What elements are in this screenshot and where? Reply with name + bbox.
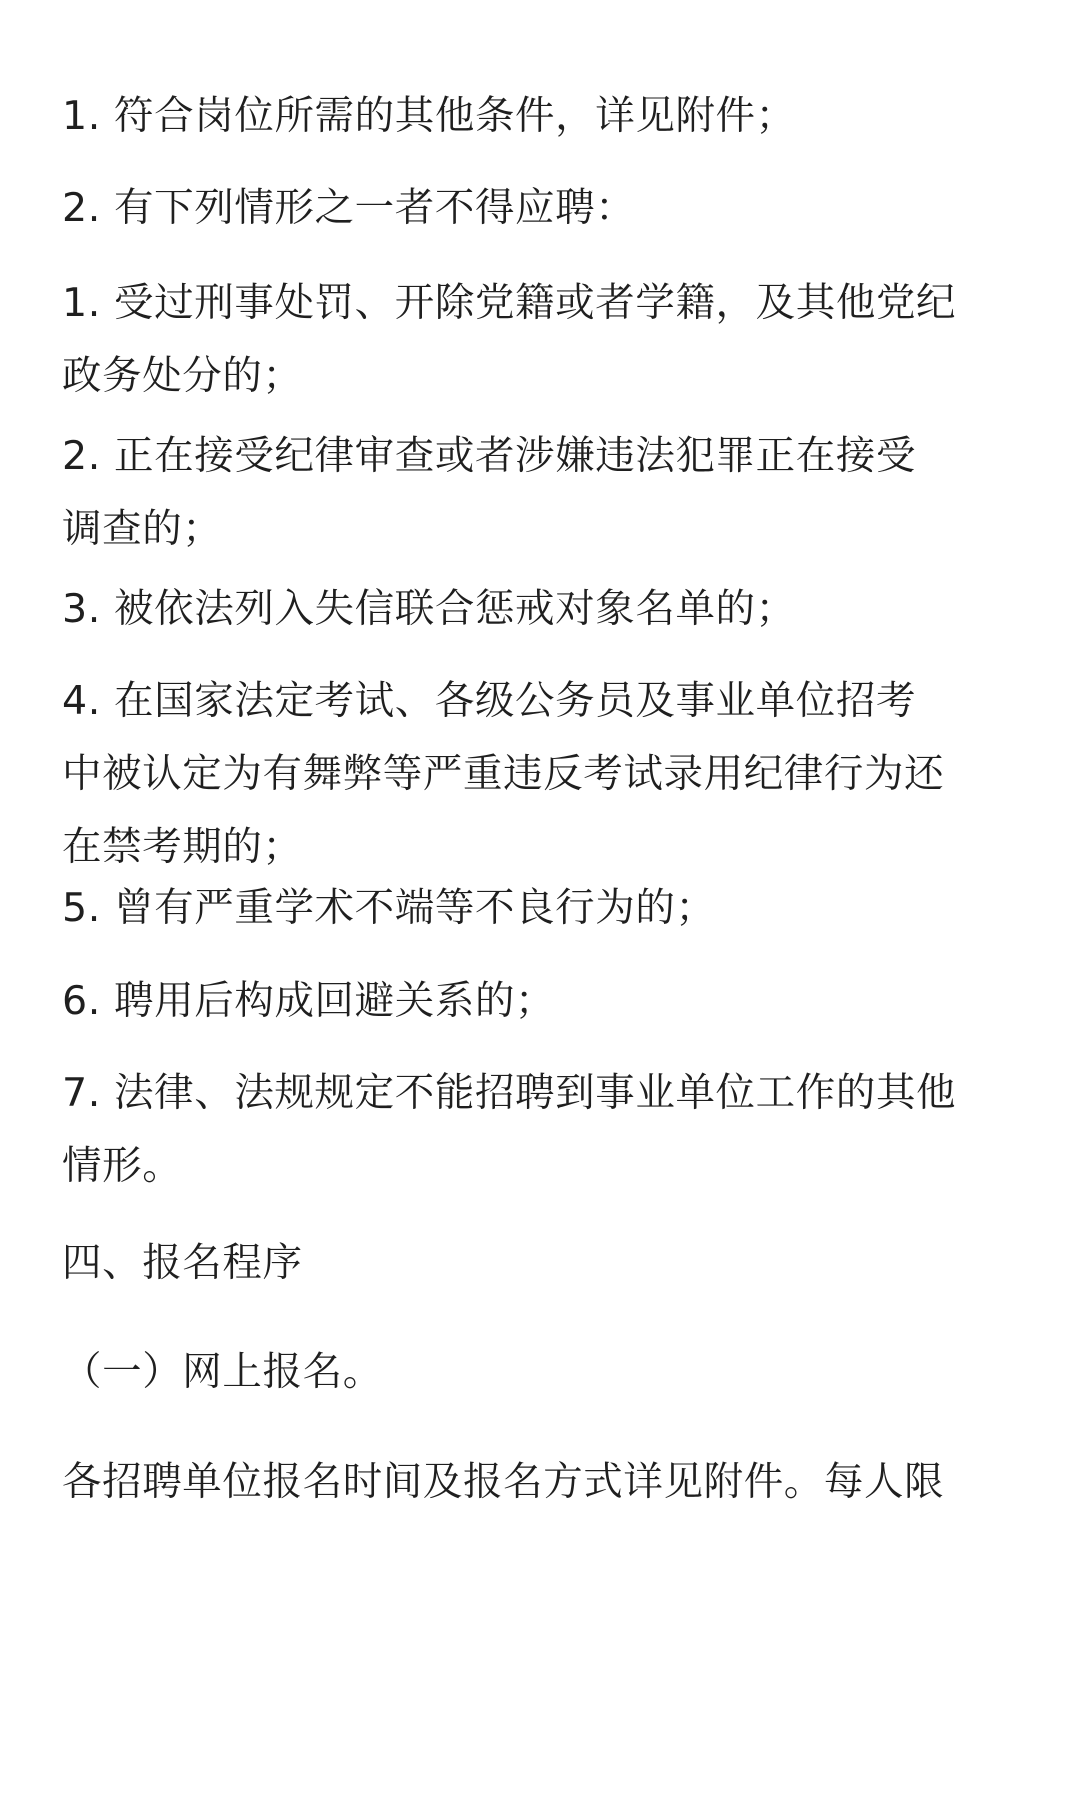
paragraph-exclusion-5 (62, 872, 1037, 945)
paragraph-exclusion-4 (62, 665, 1037, 884)
text-line: 2. 有下列情形之一者不得应聘： (62, 185, 636, 231)
text-line: 各招聘单位报名时间及报名方式详见附件。每人限 (62, 1459, 945, 1505)
text-line: 调查的； (62, 506, 223, 552)
text-line: 5. 曾有严重学术不端等不良行为的； (62, 885, 716, 931)
text-line: 6. 聘用后构成回避关系的； (62, 978, 556, 1024)
text-line: 2. 正在接受纪律审查或者涉嫌违法犯罪正在接受 (62, 433, 917, 479)
text-line: 1. 受过刑事处罚、开除党籍或者学籍，及其他党纪 (62, 280, 957, 326)
paragraph-exclusion-6 (62, 965, 1037, 1038)
section-heading-registration (62, 1227, 1037, 1300)
text-line: 4. 在国家法定考试、各级公务员及事业单位招考 (62, 678, 917, 724)
paragraph-exclusion-1 (62, 267, 1037, 413)
subsection-heading-online (62, 1336, 1037, 1409)
paragraph-registration-info (62, 1446, 1037, 1519)
text-line: 1. 符合岗位所需的其他条件，详见附件； (62, 93, 796, 139)
text-line: （一）网上报名。 (62, 1349, 383, 1395)
text-line: 四、报名程序 (62, 1240, 303, 1286)
text-line: 中被认定为有舞弊等严重违反考试录用纪律行为还 (62, 751, 945, 797)
paragraph-condition-1 (62, 80, 1037, 153)
paragraph-condition-2 (62, 172, 1037, 245)
paragraph-exclusion-3 (62, 573, 1037, 646)
paragraph-exclusion-7 (62, 1057, 1037, 1203)
text-line: 3. 被依法列入失信联合惩戒对象名单的； (62, 586, 796, 632)
text-line: 在禁考期的； (62, 824, 303, 870)
text-line: 情形。 (62, 1143, 183, 1189)
text-line: 政务处分的； (62, 353, 303, 399)
text-line: 7. 法律、法规规定不能招聘到事业单位工作的其他 (62, 1070, 957, 1116)
paragraph-exclusion-2 (62, 420, 1037, 566)
